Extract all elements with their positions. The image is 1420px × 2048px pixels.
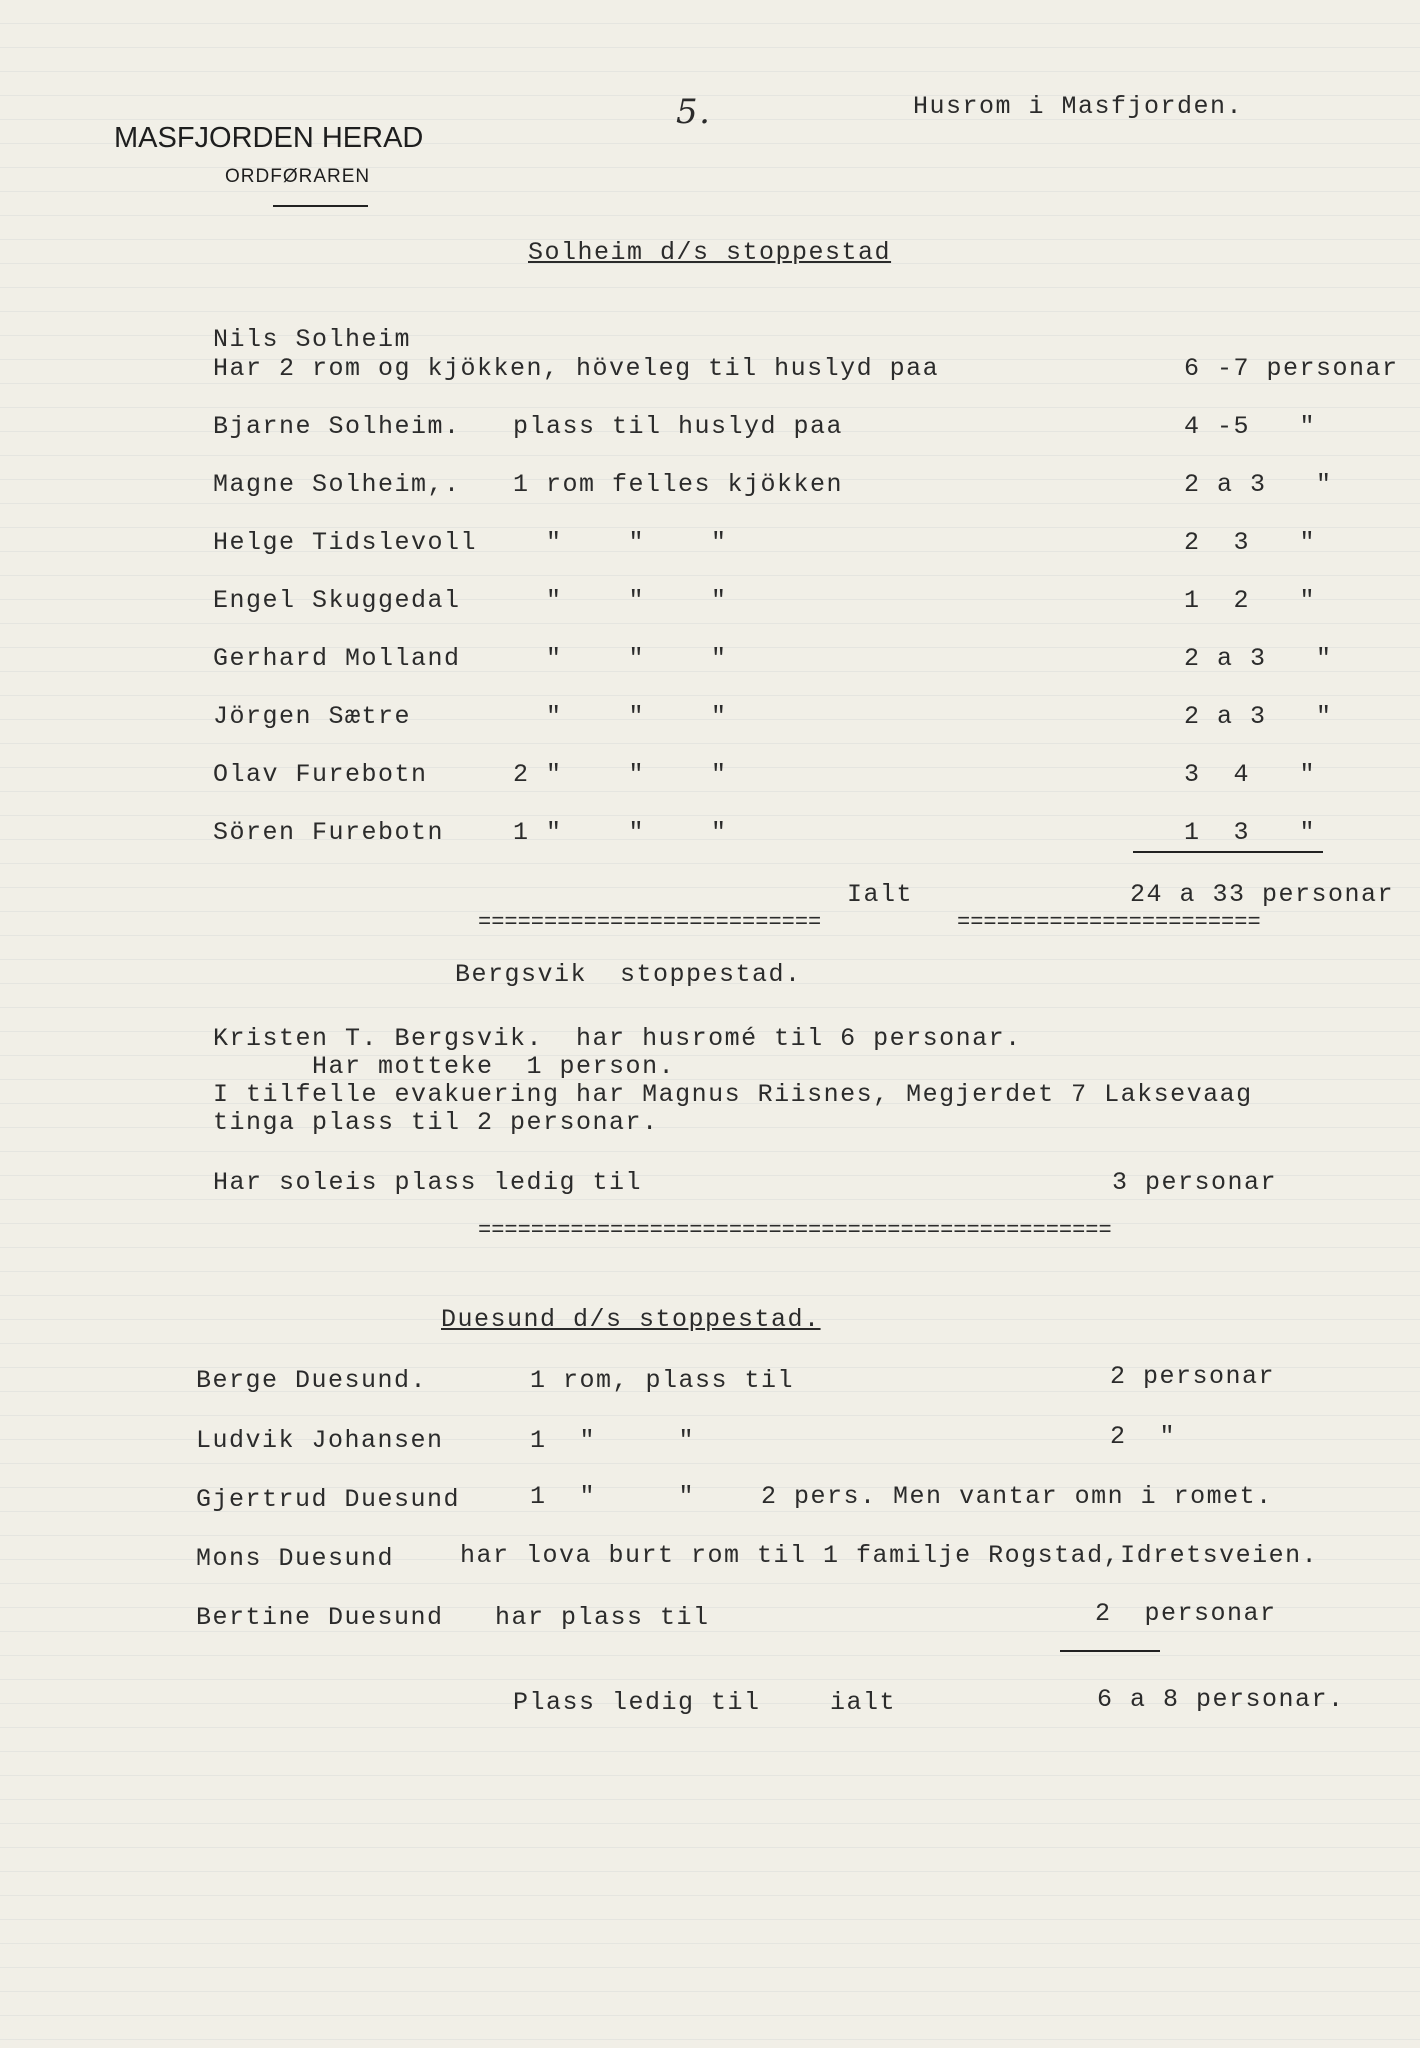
duesund-row-3-name: Gjertrud Duesund (196, 1485, 461, 1514)
solheim-row-1-detail: Har 2 rom og kjökken, höveleg til huslyd paa (213, 354, 940, 383)
duesund-total-mid: ialt (830, 1688, 897, 1717)
duesund-row-5-name: Bertine Duesund (196, 1603, 444, 1632)
solheim-row-2-detail: plass til huslyd paa (513, 412, 844, 441)
solheim-row-4-count: 2 3 " (1184, 528, 1317, 557)
solheim-row-8-count: 3 4 " (1184, 760, 1317, 789)
solheim-row-5-detail: " " " (513, 586, 728, 615)
solheim-sum-rule (1133, 851, 1323, 853)
solheim-total-label: Ialt (847, 880, 914, 909)
duesund-row-2-detail: 1 " " (530, 1426, 696, 1455)
solheim-row-3-name: Magne Solheim,. (213, 470, 461, 499)
document-title: Husrom i Masfjorden. (913, 92, 1244, 121)
solheim-row-4-detail: " " " (513, 528, 728, 557)
solheim-row-9-name: Sören Furebotn (213, 818, 445, 847)
duesund-heading: Duesund d/s stoppestad. (441, 1305, 821, 1334)
duesund-row-5-count: 2 personar (1095, 1599, 1277, 1628)
duesund-total-value: 6 a 8 personar. (1097, 1685, 1345, 1714)
solheim-row-1-count: 6 -7 personar (1184, 354, 1399, 383)
solheim-row-9-count: 1 3 " (1184, 818, 1317, 847)
solheim-row-7-count: 2 a 3 " (1184, 702, 1333, 731)
duesund-row-4-name: Mons Duesund (196, 1544, 395, 1573)
duesund-row-4-detail: har lova burt rom til 1 familje Rogstad,Idretsveien. (460, 1541, 1319, 1570)
solheim-row-6-detail: " " " (513, 644, 728, 673)
duesund-sum-rule (1060, 1650, 1160, 1652)
page-mark: 5. (676, 92, 712, 132)
bergsvik-line-1: Kristen T. Bergsvik. har husromé til 6 personar. (213, 1024, 1022, 1053)
solheim-row-9-detail: 1 " " " (513, 818, 728, 847)
duesund-row-2-count: 2 " (1110, 1422, 1177, 1451)
solheim-row-2-name: Bjarne Solheim. (213, 412, 461, 441)
duesund-row-1-name: Berge Duesund. (196, 1366, 428, 1395)
letterhead-org: MASFJORDEN HERAD (114, 122, 424, 154)
duesund-row-2-name: Ludvik Johansen (196, 1426, 444, 1455)
solheim-row-6-name: Gerhard Molland (213, 644, 461, 673)
bergsvik-line-3: I tilfelle evakuering har Magnus Riisnes, Megjerdet 7 Laksevaag (213, 1080, 1253, 1109)
duesund-row-1-detail: 1 rom, plass til (530, 1366, 795, 1395)
solheim-rule-right: ======================= (957, 910, 1261, 935)
duesund-row-5-detail: har plass til (495, 1603, 710, 1632)
bergsvik-line-4: tinga plass til 2 personar. (213, 1108, 659, 1137)
bergsvik-rule: ================================================ (478, 1218, 1112, 1243)
solheim-row-8-name: Olav Furebotn (213, 760, 428, 789)
solheim-row-8-detail: 2 " " " (513, 760, 728, 789)
solheim-heading: Solheim d/s stoppestad (528, 238, 892, 267)
bergsvik-heading: Bergsvik stoppestad. (455, 960, 802, 989)
solheim-row-5-name: Engel Skuggedal (213, 586, 461, 615)
duesund-row-3-detail: 1 " " 2 pers. Men vantar omn i romet. (530, 1482, 1273, 1511)
duesund-row-1-count: 2 personar (1110, 1362, 1276, 1391)
bergsvik-line-2: Har motteke 1 person. (213, 1052, 676, 1081)
solheim-total-value: 24 a 33 personar (1130, 880, 1395, 909)
letterhead-office: ORDFØRAREN (225, 166, 371, 187)
solheim-rule-left: ========================== (478, 910, 822, 935)
solheim-row-3-detail: 1 rom felles kjökken (513, 470, 844, 499)
solheim-row-5-count: 1 2 " (1184, 586, 1317, 615)
letterhead-rule (273, 205, 368, 207)
solheim-row-7-name: Jörgen Sætre (213, 702, 412, 731)
bergsvik-free-label: Har soleis plass ledig til (213, 1168, 643, 1197)
solheim-row-6-count: 2 a 3 " (1184, 644, 1333, 673)
solheim-row-7-detail: " " " (513, 702, 728, 731)
solheim-row-1-name: Nils Solheim (213, 325, 412, 354)
solheim-row-3-count: 2 a 3 " (1184, 470, 1333, 499)
solheim-row-2-count: 4 -5 " (1184, 412, 1317, 441)
solheim-row-4-name: Helge Tidslevoll (213, 528, 478, 557)
duesund-total-label: Plass ledig til (513, 1688, 761, 1717)
bergsvik-free-value: 3 personar (1112, 1168, 1278, 1197)
